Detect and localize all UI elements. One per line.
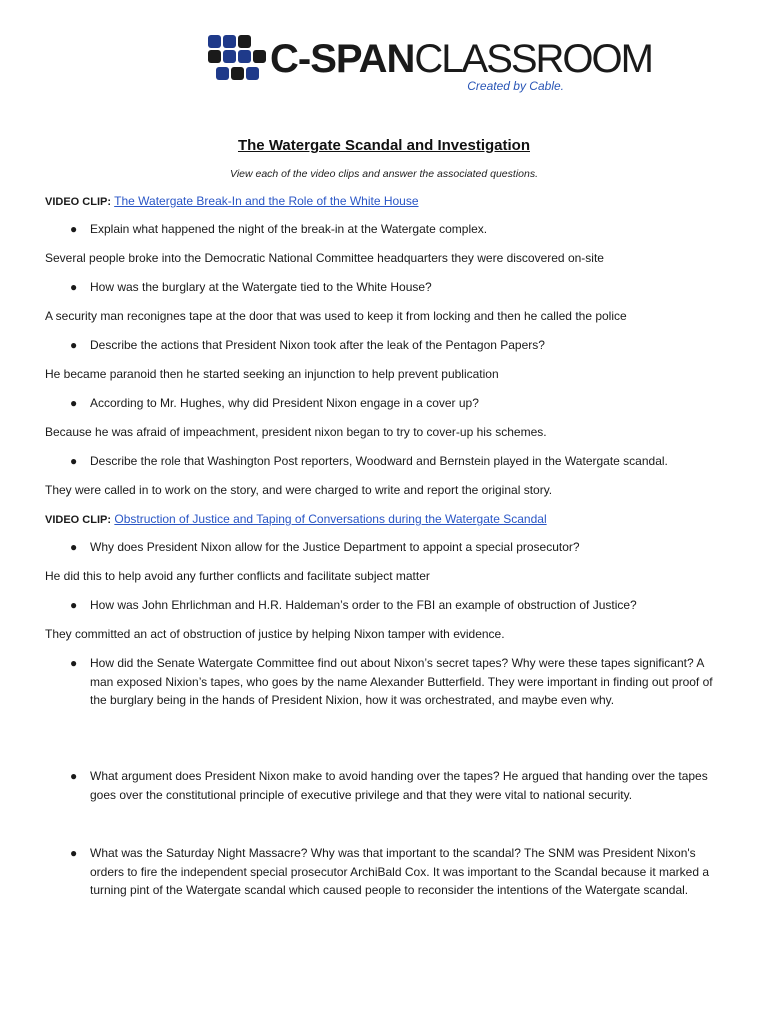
- answer-text: A security man reconignes tape at the door that was used to keep it from locking and then he called the police: [45, 309, 627, 323]
- question-with-answer: [70, 844, 720, 900]
- question-item: [70, 596, 720, 615]
- bullet-icon: ●: [70, 454, 78, 468]
- bullet-icon: ●: [70, 656, 78, 670]
- bullet-icon: ●: [70, 222, 78, 236]
- bullet-icon: ●: [70, 769, 78, 783]
- question-item: [70, 394, 720, 413]
- answer-text: Because he was afraid of impeachment, president nixon began to try to cover-up his schemes.: [45, 425, 547, 439]
- question-item: [70, 278, 720, 297]
- page-subtitle: View each of the video clips and answer the associated questions.: [230, 168, 538, 180]
- question-text: Explain what happened the night of the break-in at the Watergate complex.: [90, 222, 488, 236]
- logo-tagline: Created by Cable.: [467, 79, 564, 93]
- answer-text: Several people broke into the Democratic National Committee headquarters they were discovered on-site: [45, 251, 604, 265]
- video-clip-label: VIDEO CLIP:: [45, 196, 112, 208]
- bullet-icon: ●: [70, 338, 78, 352]
- video-clip-link-1[interactable]: The Watergate Break-In and the Role of the White House: [114, 194, 419, 208]
- question-text: Describe the actions that President Nixon took after the leak of the Pentagon Papers?: [90, 338, 545, 352]
- video-clip-label: VIDEO CLIP:: [45, 514, 112, 526]
- question-text: According to Mr. Hughes, why did President Nixon engage in a cover up?: [90, 396, 479, 410]
- question-item: [70, 220, 720, 239]
- question-item: [70, 336, 720, 355]
- answer-text: They committed an act of obstruction of justice by helping Nixon tamper with evidence.: [45, 627, 505, 641]
- logo-squares-icon: [206, 33, 268, 87]
- question-item: [70, 452, 720, 471]
- logo-cspan-text: C-SPAN: [270, 37, 415, 81]
- question-item: [70, 538, 720, 557]
- video-clip-link-2[interactable]: Obstruction of Justice and Taping of Conversations during the Watergate Scandal: [114, 512, 547, 526]
- question-with-answer: [70, 654, 720, 710]
- bullet-icon: ●: [70, 396, 78, 410]
- answer-text: They were called in to work on the story, and were charged to write and report the original story.: [45, 483, 553, 497]
- bullet-icon: ●: [70, 540, 78, 554]
- video-clip-heading-1: [45, 192, 725, 211]
- question-answer-text: What argument does President Nixon make to avoid handing over the tapes? He argued that handing over the tapes goes over the constitutional principle of executive privilege and that they were vital to national security.: [90, 769, 708, 802]
- question-text: How was John Ehrlichman and H.R. Haldeman’s order to the FBI an example of obstruction of Justice?: [90, 598, 637, 612]
- answer-text: He became paranoid then he started seeking an injunction to help prevent publication: [45, 367, 499, 381]
- logo-classroom-text: CLASSROOM: [414, 37, 652, 81]
- video-clip-heading-2: [45, 510, 725, 529]
- bullet-icon: ●: [70, 598, 78, 612]
- question-text: Why does President Nixon allow for the Justice Department to appoint a special prosecutor?: [90, 540, 580, 554]
- logo-wordmark: [270, 37, 652, 81]
- question-text: How was the burglary at the Watergate tied to the White House?: [90, 280, 432, 294]
- question-with-answer: [70, 767, 720, 804]
- bullet-icon: ●: [70, 846, 78, 860]
- cspan-classroom-logo: [206, 33, 652, 95]
- question-text: Describe the role that Washington Post reporters, Woodward and Bernstein played in the Watergate scandal.: [90, 454, 668, 468]
- bullet-icon: ●: [70, 280, 78, 294]
- page-title: The Watergate Scandal and Investigation: [237, 137, 530, 154]
- question-answer-text: What was the Saturday Night Massacre? Why was that important to the scandal? The SNM was President Nixon's orders to fire the independent special prosecutor ArchiBald Cox. It was important to the Scandal because it marked a turning pint of the Watergate scandal which caused people to reconsider the intentions of the Watergate scandal.: [90, 846, 710, 897]
- answer-text: He did this to help avoid any further conflicts and facilitate subject matter: [45, 569, 430, 583]
- question-answer-text: How did the Senate Watergate Committee find out about Nixon’s secret tapes? Why were these tapes significant? A man exposed Nixion’s tapes, who goes by the name Alexander Butterfield. They were important in finding out proof of the burglary being in the hands of President Nixion, how it was orchestrated, and maybe even why.: [90, 656, 713, 707]
